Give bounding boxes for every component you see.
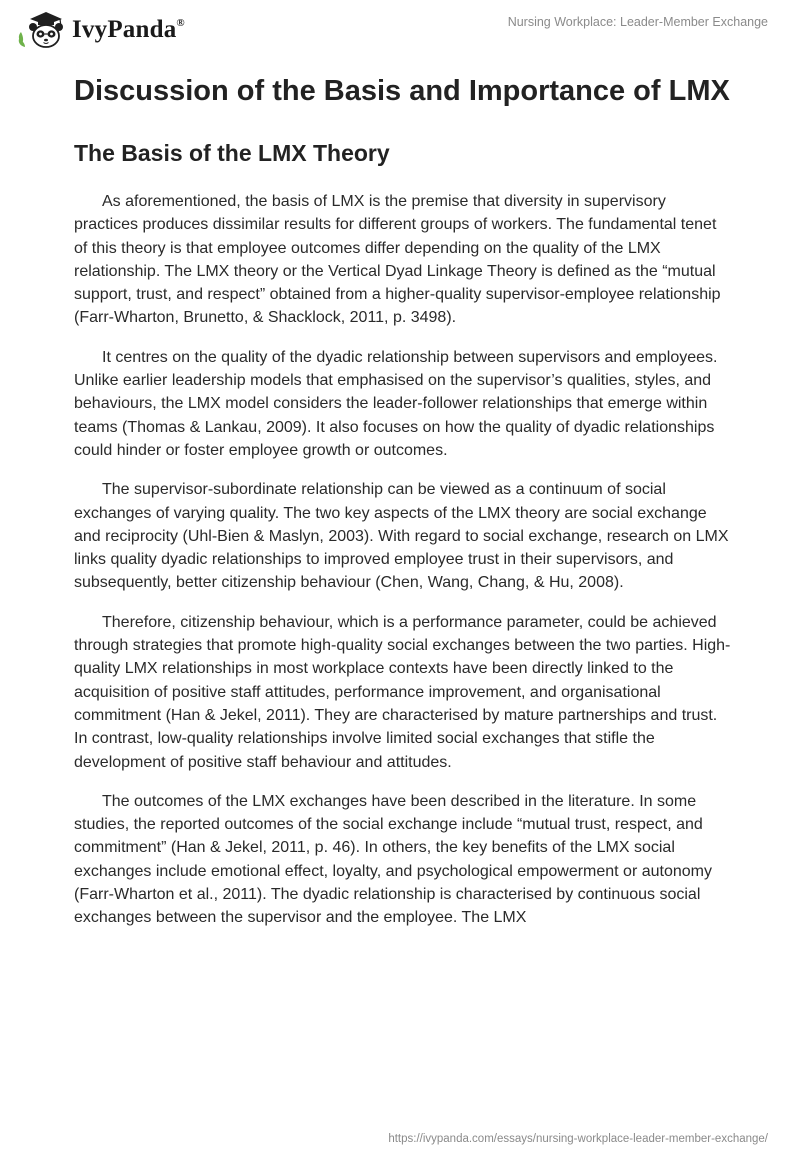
paragraph: Therefore, citizenship behaviour, which is a performance parameter, could be achieved through strategies that promote high-quality social exchanges between the two parties. High-quality LMX relationships in most workplace contexts have been directly linked to the acquisition of positive staff attitudes, performance improvement, and organisational commitment (Han & Jekel, 2011). They are characterised by mature partnerships and trust. In contrast, low-quality relationships involve limited social exchanges that stifle the development of positive staff behaviour and attitudes. <box>74 613 731 771</box>
article <box>74 72 734 946</box>
brand-name: IvyPanda® <box>72 16 185 43</box>
paragraph: The supervisor-subordinate relationship can be viewed as a continuum of social exchanges of varying quality. The two key aspects of the LMX theory are social exchange and reciprocity (Uhl-Bien & Maslyn, 2003). With regard to social exchange, research on LMX links quality dyadic relationships to improved employee trust in their supervisors, and subsequently, better citizenship behaviour (Chen, Wang, Chang, & Hu, 2008). <box>74 481 729 592</box>
paragraph: It centres on the quality of the dyadic relationship between supervisors and employees. Unlike earlier leadership models that emphasised on the supervisor’s qualities, styles, and behaviours, the LMX model considers the leader-follower relationships that emerge within teams (Thomas & Lankau, 2009). It also focuses on how the quality of dyadic relationships could hinder or foster employee growth or outcomes. <box>74 348 718 459</box>
section-heading: The Basis of the LMX Theory <box>74 140 390 166</box>
registered-mark: ® <box>176 16 185 29</box>
paragraph: The outcomes of the LMX exchanges have been described in the literature. In some studies, the reported outcomes of the social exchange include “mutual trust, respect, and commitment” (Han & Jekel, 2011, p. 46). In others, the key benefits of the LMX social exchanges include emotional effect, loyalty, and psychological empowerment or autonomy (Farr-Wharton et al., 2011). The dyadic relationship is characterised by continuous social exchanges between the supervisor and the employee. The LMX <box>74 792 712 927</box>
article-body <box>74 190 734 930</box>
page-title: Discussion of the Basis and Importance of LMX <box>74 75 730 107</box>
page-header <box>0 0 800 60</box>
site-logo[interactable] <box>16 10 185 50</box>
running-title: Nursing Workplace: Leader-Member Exchange <box>507 15 768 29</box>
panda-graduate-logo-icon <box>16 10 68 50</box>
source-url[interactable]: https://ivypanda.com/essays/nursing-workplace-leader-member-exchange/ <box>388 1133 768 1145</box>
paragraph: As aforementioned, the basis of LMX is the premise that diversity in supervisory practices produces dissimilar results for different groups of workers. The fundamental tenet of this theory is that employee outcomes differ depending on the quality of the LMX relationship. The LMX theory or the Vertical Dyad Linkage Theory is defined as the “mutual support, trust, and respect” obtained from a higher-quality supervisor-employee relationship (Farr-Wharton, Brunetto, & Shacklock, 2011, p. 3498). <box>74 193 721 327</box>
